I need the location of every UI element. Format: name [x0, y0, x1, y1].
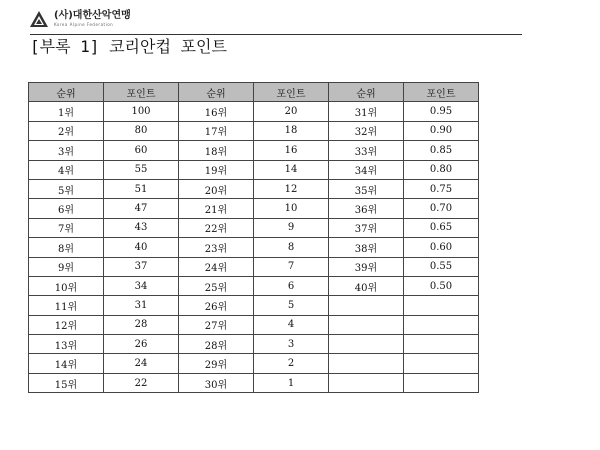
cell-points: 7	[254, 257, 329, 276]
cell-points: 2	[254, 354, 329, 373]
cell-points: 0.60	[404, 238, 479, 257]
header-points: 포인트	[104, 83, 179, 102]
table-row	[29, 179, 479, 198]
cell-points: 0.80	[404, 160, 479, 179]
cell-rank: 4위	[29, 160, 104, 179]
cell-rank: 34위	[329, 160, 404, 179]
cell-rank	[329, 335, 404, 354]
cell-points: 0.55	[404, 257, 479, 276]
cell-points: 12	[254, 179, 329, 198]
table-row	[29, 199, 479, 218]
cell-rank: 7위	[29, 218, 104, 237]
cell-points: 31	[104, 296, 179, 315]
cell-rank: 22위	[179, 218, 254, 237]
cell-rank: 25위	[179, 276, 254, 295]
header-rank: 순위	[179, 83, 254, 102]
mountain-logo-icon	[30, 11, 48, 27]
cell-points: 14	[254, 160, 329, 179]
cell-rank: 28위	[179, 335, 254, 354]
cell-points: 0.75	[404, 179, 479, 198]
cell-points: 0.85	[404, 141, 479, 160]
cell-rank: 3위	[29, 141, 104, 160]
table-row	[29, 354, 479, 373]
table-row	[29, 160, 479, 179]
cell-points	[404, 315, 479, 334]
cell-points: 37	[104, 257, 179, 276]
header-rank: 순위	[329, 83, 404, 102]
cell-rank: 23위	[179, 238, 254, 257]
cell-rank: 26위	[179, 296, 254, 315]
cell-points: 16	[254, 141, 329, 160]
page-title: [부록 1] 코리안컵 포인트	[30, 37, 227, 56]
table-row	[29, 121, 479, 140]
cell-rank: 24위	[179, 257, 254, 276]
table-row	[29, 238, 479, 257]
cell-points: 4	[254, 315, 329, 334]
cell-rank: 30위	[179, 373, 254, 392]
cell-points: 0.65	[404, 218, 479, 237]
table-row	[29, 218, 479, 237]
cell-points	[404, 354, 479, 373]
header-rank: 순위	[29, 83, 104, 102]
table-body	[29, 102, 479, 393]
cell-rank: 14위	[29, 354, 104, 373]
cell-rank: 20위	[179, 179, 254, 198]
cell-points: 0.50	[404, 276, 479, 295]
cell-rank: 31위	[329, 102, 404, 121]
cell-rank: 40위	[329, 276, 404, 295]
header-points: 포인트	[254, 83, 329, 102]
cell-rank	[329, 373, 404, 392]
cell-points: 51	[104, 179, 179, 198]
cell-points: 24	[104, 354, 179, 373]
organization-name-block	[54, 11, 131, 27]
cell-points: 10	[254, 199, 329, 218]
cell-rank: 2위	[29, 121, 104, 140]
cell-rank: 8위	[29, 238, 104, 257]
cell-points: 34	[104, 276, 179, 295]
organization-name: (사)대한산악연맹	[54, 10, 131, 21]
cell-rank: 32위	[329, 121, 404, 140]
cell-rank: 38위	[329, 238, 404, 257]
cell-points	[404, 335, 479, 354]
cell-points: 6	[254, 276, 329, 295]
korean-cup-points-table	[28, 82, 479, 393]
cell-rank	[329, 296, 404, 315]
table-row	[29, 296, 479, 315]
cell-rank: 9위	[29, 257, 104, 276]
cell-rank: 29위	[179, 354, 254, 373]
cell-rank: 27위	[179, 315, 254, 334]
cell-points: 55	[104, 160, 179, 179]
table-row	[29, 141, 479, 160]
cell-points: 1	[254, 373, 329, 392]
table-row	[29, 102, 479, 121]
cell-points: 0.90	[404, 121, 479, 140]
cell-rank: 18위	[179, 141, 254, 160]
table-row	[29, 257, 479, 276]
cell-rank: 6위	[29, 199, 104, 218]
cell-rank: 12위	[29, 315, 104, 334]
cell-points: 47	[104, 199, 179, 218]
table-row	[29, 315, 479, 334]
cell-rank: 17위	[179, 121, 254, 140]
cell-points: 26	[104, 335, 179, 354]
cell-points: 60	[104, 141, 179, 160]
cell-points: 18	[254, 121, 329, 140]
cell-rank: 13위	[29, 335, 104, 354]
cell-points: 5	[254, 296, 329, 315]
table-row	[29, 373, 479, 392]
cell-points	[404, 296, 479, 315]
cell-points: 100	[104, 102, 179, 121]
cell-points: 20	[254, 102, 329, 121]
cell-rank: 36위	[329, 199, 404, 218]
table-row	[29, 335, 479, 354]
cell-rank	[329, 315, 404, 334]
cell-points: 43	[104, 218, 179, 237]
cell-points	[404, 373, 479, 392]
table-header-row	[29, 83, 479, 102]
cell-rank: 19위	[179, 160, 254, 179]
cell-points: 0.95	[404, 102, 479, 121]
cell-points: 28	[104, 315, 179, 334]
cell-rank: 11위	[29, 296, 104, 315]
organization-header	[30, 8, 131, 30]
table-row	[29, 276, 479, 295]
cell-rank: 15위	[29, 373, 104, 392]
cell-points: 3	[254, 335, 329, 354]
cell-points: 80	[104, 121, 179, 140]
cell-rank: 37위	[329, 218, 404, 237]
cell-rank: 1위	[29, 102, 104, 121]
cell-rank: 21위	[179, 199, 254, 218]
cell-points: 9	[254, 218, 329, 237]
organization-name-english: Korea Alpine Federation	[54, 22, 114, 27]
cell-points: 22	[104, 373, 179, 392]
cell-points: 0.70	[404, 199, 479, 218]
cell-rank: 5위	[29, 179, 104, 198]
cell-rank	[329, 354, 404, 373]
cell-rank: 35위	[329, 179, 404, 198]
cell-rank: 10위	[29, 276, 104, 295]
header-points: 포인트	[404, 83, 479, 102]
cell-rank: 33위	[329, 141, 404, 160]
cell-points: 8	[254, 238, 329, 257]
cell-points: 40	[104, 238, 179, 257]
cell-rank: 39위	[329, 257, 404, 276]
cell-rank: 16위	[179, 102, 254, 121]
